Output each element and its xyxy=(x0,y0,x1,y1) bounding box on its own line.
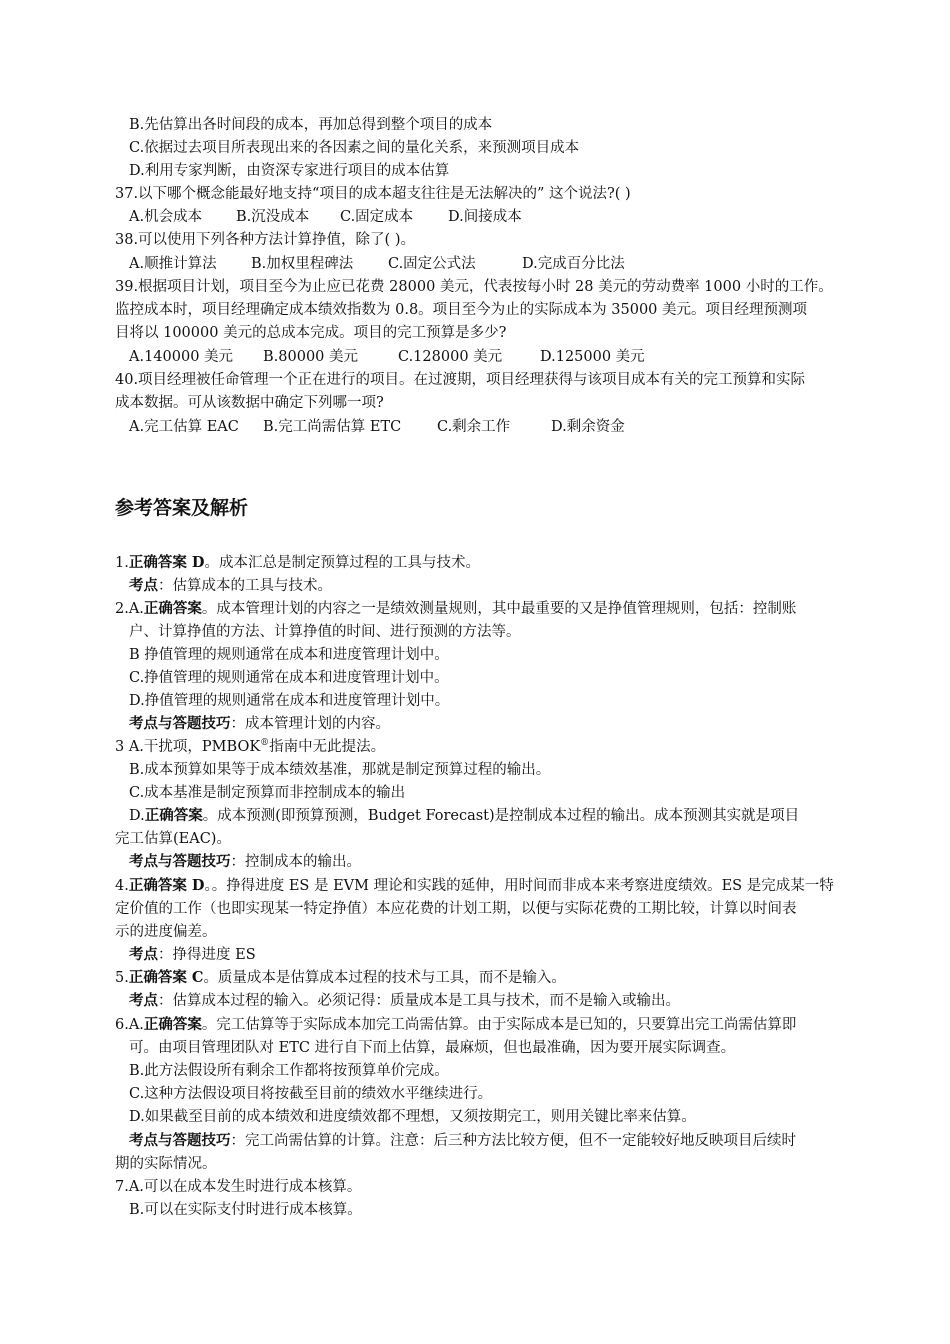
answer-3-option-d xyxy=(129,806,799,826)
answer-text: 。成本管理计划的内容之一是绩效测量规则，其中最重要的又是挣值管理规则，包括：控制账 xyxy=(201,601,797,617)
answer-key: 正确答案 D xyxy=(128,554,205,571)
registered-mark: ® xyxy=(260,738,270,749)
answer-6-option-b: B.此方法假设所有剩余工作都将按预算单价完成。 xyxy=(129,1063,449,1079)
keypoint-text: ：估算成本过程的输入。必须记得：质量成本是工具与技术，而不是输入或输出。 xyxy=(158,993,680,1009)
answer-7-option-b: B.可以在实际支付时进行成本核算。 xyxy=(129,1202,362,1218)
answer-text: 。完工估算等于实际成本加完工尚需估算。由于实际成本是已知的，只要算出完工尚需估算即 xyxy=(201,1017,797,1033)
answer-6-keypoint xyxy=(129,1131,796,1151)
option-c: C.固定公式法 xyxy=(388,256,476,272)
answer-7-option-a: 7.A.可以在成本发生时进行成本核算。 xyxy=(115,1179,362,1195)
question-38: 38.可以使用下列各种方法计算挣值，除了( )。 xyxy=(115,232,415,248)
keypoint-label: 考点与答题技巧 xyxy=(129,853,231,870)
keypoint-text: ：完工尚需估算的计算。注意：后三种方法比较方便，但不一定能较好地反映项目后续时 xyxy=(230,1133,796,1149)
keypoint-label: 考点与答题技巧 xyxy=(129,715,231,732)
answer-text: 。成本预测(即预算预测，Budget Forecast)是控制成本过程的输出。成本预测其实就是项目 xyxy=(202,808,800,824)
answer-key: 正确答案 xyxy=(144,807,203,824)
q36-option-b: B.先估算出各时间段的成本，再加总得到整个项目的成本 xyxy=(129,117,493,133)
keypoint-label: 考点与答题技巧 xyxy=(129,1132,231,1149)
option-d: D.剩余资金 xyxy=(551,419,625,435)
question-39-line-3: 目将以 100000 美元的总成本完成。项目的完工预算是多少? xyxy=(115,325,507,341)
option-a: A.顺推计算法 xyxy=(129,256,217,272)
answer-2-line-2: 户、计算挣值的方法、计算挣值的时间、进行预测的方法等。 xyxy=(129,624,521,640)
answer-text: 。质量成本是估算成本过程的技术与工具，而不是输入。 xyxy=(203,970,566,986)
option-c: C.剩余工作 xyxy=(437,419,511,435)
answer-6-option-c: C.这种方法假设项目将按截至目前的绩效水平继续进行。 xyxy=(129,1086,493,1102)
option-b: B.加权里程碑法 xyxy=(251,256,354,272)
keypoint-text: ：挣得进度 ES xyxy=(158,947,256,963)
answer-6-option-d: D.如果截至目前的成本绩效和进度绩效都不理想，又须按期完工，则用关键比率来估算。 xyxy=(129,1109,696,1125)
answer-4 xyxy=(115,876,834,896)
answer-4-line-3: 示的进度偏差。 xyxy=(115,924,217,940)
answer-3-option-c: C.成本基准是制定预算而非控制成本的输出 xyxy=(129,785,406,801)
option-c: C.128000 美元 xyxy=(398,349,503,365)
answer-6-keypoint-line-2: 期的实际情况。 xyxy=(115,1156,217,1172)
answer-number: D. xyxy=(129,808,145,824)
option-c: C.固定成本 xyxy=(340,209,414,225)
question-39-line-2: 监控成本时，项目经理确定成本绩效指数为 0.8。项目至今为止的实际成本为 35000 美元。项目经理预测项 xyxy=(115,302,808,318)
question-40-options xyxy=(129,417,625,437)
keypoint-label: 考点 xyxy=(129,946,158,963)
option-b: B.80000 美元 xyxy=(263,349,359,365)
answer-6 xyxy=(115,1015,796,1035)
answer-2 xyxy=(115,599,796,619)
answer-5 xyxy=(115,968,566,988)
answer-key: 正确答案 xyxy=(143,600,202,617)
question-38-options xyxy=(129,254,625,274)
answer-text: 指南中无此提法。 xyxy=(269,739,386,755)
question-40-line-2: 成本数据。可从该数据中确定下列哪一项? xyxy=(115,395,384,411)
answer-2-option-d: D.挣值管理的规则通常在成本和进度管理计划中。 xyxy=(129,693,450,709)
question-37-options xyxy=(129,207,522,227)
keypoint-label: 考点 xyxy=(129,992,158,1009)
answer-number: 1. xyxy=(115,555,129,571)
section-title: 参考答案及解析 xyxy=(115,497,249,519)
option-b: B.沉没成本 xyxy=(236,209,310,225)
answer-3-keypoint xyxy=(129,852,361,872)
option-a: A.机会成本 xyxy=(129,209,203,225)
answer-4-keypoint xyxy=(129,945,256,965)
question-37: 37.以下哪个概念能最好地支持“项目的成本超支往往是无法解决的” 这个说法?( ) xyxy=(115,186,631,202)
answer-4-line-2: 定价值的工作（也即实现某一特定挣值）本应花费的计划工期，以便与实际花费的工期比较，计算以时间表 xyxy=(115,901,797,917)
answer-3-line-2: 完工估算(EAC)。 xyxy=(115,831,231,847)
answer-number: 5. xyxy=(115,970,129,986)
answer-2-option-c: C.挣值管理的规则通常在成本和进度管理计划中。 xyxy=(129,670,449,686)
question-40-line-1: 40.项目经理被任命管理一个正在进行的项目。在过渡期，项目经理获得与该项目成本有关的完工预算和实际 xyxy=(115,372,806,388)
option-a: A.140000 美元 xyxy=(129,349,234,365)
answer-number: 4. xyxy=(115,878,129,894)
option-d: D.间接成本 xyxy=(448,209,522,225)
keypoint-text: ：估算成本的工具与技术。 xyxy=(158,578,332,594)
answer-number: 2.A. xyxy=(115,601,144,617)
keypoint-label: 考点 xyxy=(129,577,158,594)
q36-option-d: D.利用专家判断，由资深专家进行项目的成本估算 xyxy=(129,163,450,179)
answer-2-keypoint xyxy=(129,714,390,734)
option-a: A.完工估算 EAC xyxy=(129,419,239,435)
answer-text: 。成本汇总是制定预算过程的工具与技术。 xyxy=(204,555,480,571)
answer-6-line-2: 可。由项目管理团队对 ETC 进行自下而上估算，最麻烦，但也最准确，因为要开展实际调查。 xyxy=(129,1040,736,1056)
option-d: D.完成百分比法 xyxy=(522,256,625,272)
option-d: D.125000 美元 xyxy=(540,349,645,365)
answer-key: 正确答案 D xyxy=(128,877,205,894)
option-b: B.完工尚需估算 ETC xyxy=(263,419,402,435)
answer-text: 3 A.干扰项，PMBOK xyxy=(115,739,261,755)
answer-5-keypoint xyxy=(129,991,680,1011)
keypoint-text: ：控制成本的输出。 xyxy=(230,854,361,870)
answer-key: 正确答案 C xyxy=(128,969,204,986)
answer-text: 。。挣得进度 ES 是 EVM 理论和实践的延伸，用时间而非成本来考察进度绩效。ES 是完成某一特 xyxy=(204,878,834,894)
answer-key: 正确答案 xyxy=(143,1016,202,1033)
answer-2-option-b: B 挣值管理的规则通常在成本和进度管理计划中。 xyxy=(129,647,449,663)
answer-3-option-a xyxy=(115,737,385,757)
q36-option-c: C.依据过去项目所表现出来的各因素之间的量化关系，来预测项目成本 xyxy=(129,140,580,156)
question-39-line-1: 39.根据项目计划，项目至今为止应已花费 28000 美元，代表按每小时 28 美元的劳动费率 1000 小时的工作。 xyxy=(115,279,833,295)
answer-1-keypoint xyxy=(129,576,332,596)
question-39-options xyxy=(129,347,645,367)
answer-number: 6.A. xyxy=(115,1017,144,1033)
answer-3-option-b: B.成本预算如果等于成本绩效基准，那就是制定预算过程的输出。 xyxy=(129,762,551,778)
keypoint-text: ：成本管理计划的内容。 xyxy=(230,716,390,732)
answer-1 xyxy=(115,553,480,573)
